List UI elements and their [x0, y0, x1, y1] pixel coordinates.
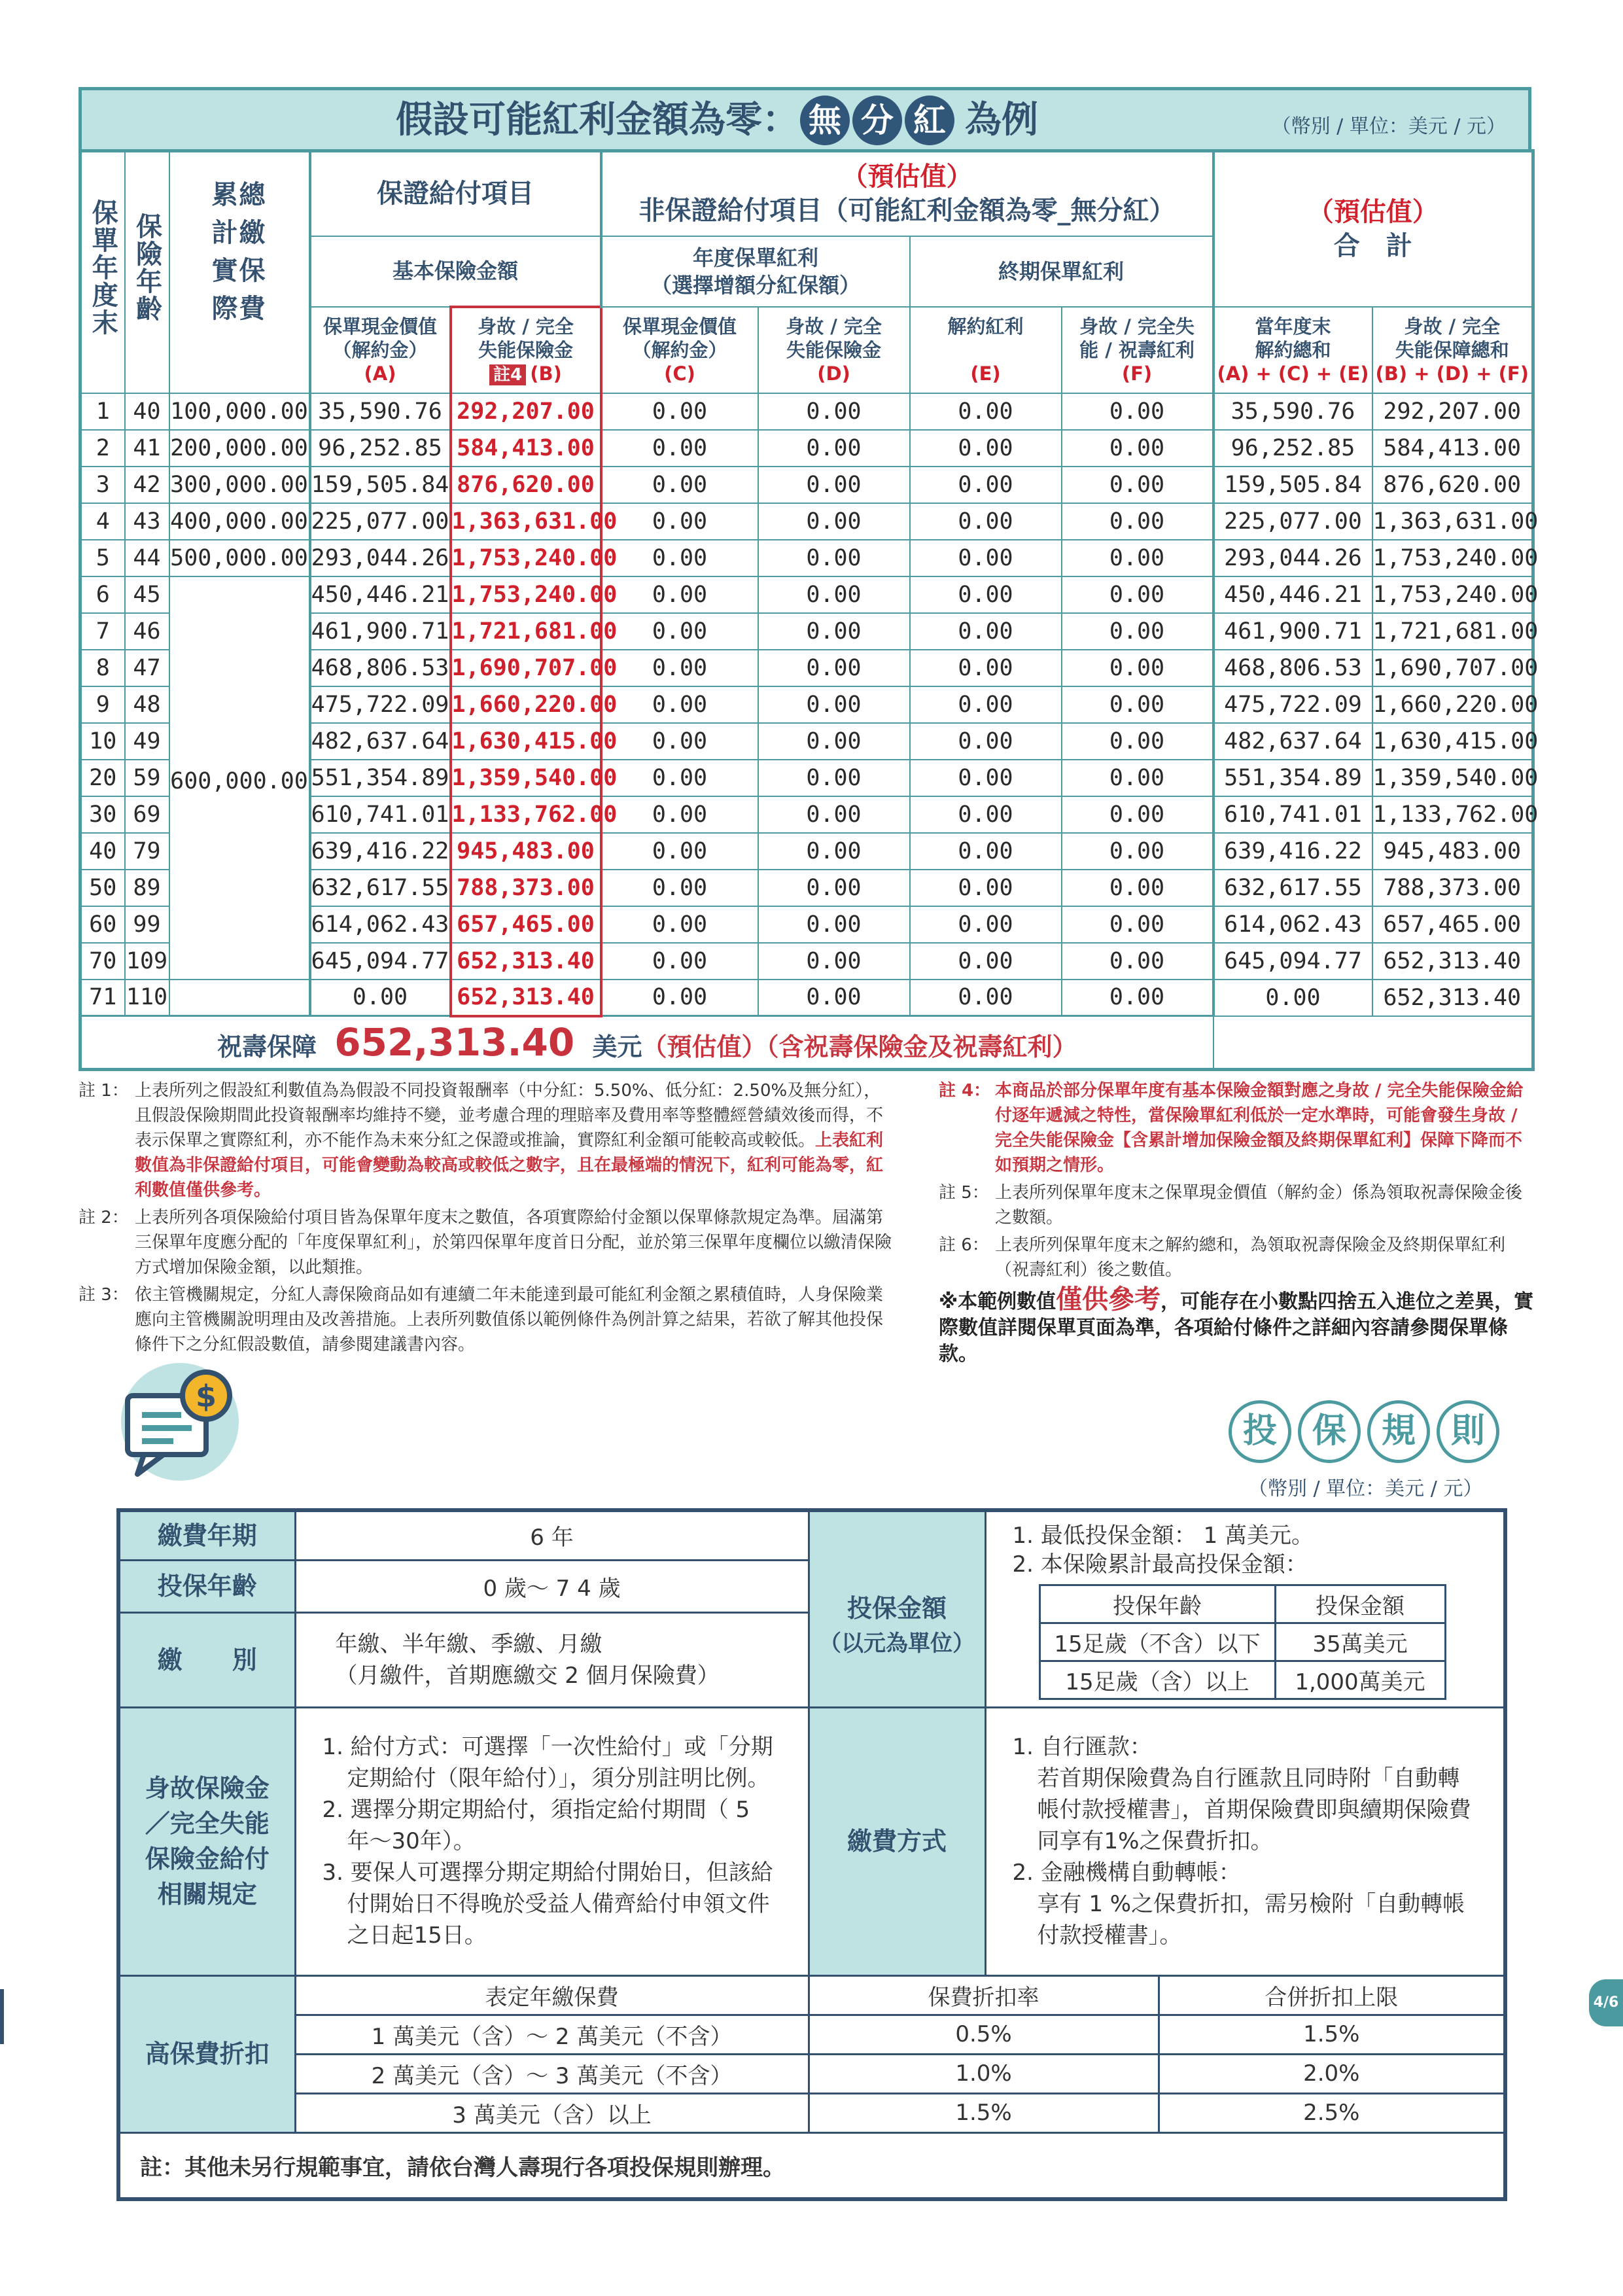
cell-c: 0.00	[601, 393, 758, 430]
cell-c: 0.00	[601, 796, 758, 833]
cell-e: 0.00	[910, 393, 1062, 430]
title-prefix: 假設可能紅利金額為零：	[396, 99, 799, 141]
table-row	[80, 467, 1533, 503]
header-col-g: 當年度末 解約總和 (A) + (C) + (E)	[1213, 307, 1372, 393]
cell-b: 652,313.40	[451, 943, 601, 980]
cell-age: 43	[125, 503, 169, 540]
cell-age: 42	[125, 467, 169, 503]
cell-a: 461,900.71	[310, 613, 451, 650]
cell-e: 0.00	[910, 760, 1062, 796]
cell-e: 0.00	[910, 650, 1062, 686]
header-guaranteed: 保證給付項目	[310, 151, 601, 236]
cell-a: 468,806.53	[310, 650, 451, 686]
cell-a: 614,062.43	[310, 906, 451, 943]
cell-a: 645,094.77	[310, 943, 451, 980]
cell-c: 0.00	[601, 650, 758, 686]
discount-row-rate: 0.5%	[809, 2015, 1159, 2054]
note-1: 註 1： 上表所列之假設紅利數值為為假設不同投資報酬率（中分紅：5.50%、低分紅：2.50%及無分紅），且假設保險期間此投資報酬率均維持不變，並考慮合理的理賠率及費用率等整體經營績效後而得，不表示保單之實際紅利，亦不能作為未來分紅之保證或推論，實際紅利金額可能較高或較低。上表紅利數值為非保證給付項目，可能會變動為較高或較低之數字，且在最極端的情況下，紅利可能為零，紅利數值僅供參考。	[79, 1081, 884, 1200]
discount-label: 高保費折扣	[118, 1975, 295, 2132]
cell-g: 96,252.85	[1213, 430, 1372, 467]
age-label: 投保年齡	[118, 1560, 295, 1612]
table-row	[80, 540, 1533, 576]
cell-h: 657,465.00	[1372, 906, 1533, 943]
cell-e: 0.00	[910, 686, 1062, 723]
cell-c: 0.00	[601, 980, 758, 1016]
cell-d: 0.00	[758, 576, 910, 613]
cell-h: 1,660,220.00	[1372, 686, 1533, 723]
cell-f: 0.00	[1062, 796, 1213, 833]
cell-y: 5	[80, 540, 125, 576]
cell-y: 7	[80, 613, 125, 650]
cell-d: 0.00	[758, 503, 910, 540]
page-number-tab: 4/6	[1589, 1979, 1623, 2026]
discount-header-cap: 合併折扣上限	[1159, 1975, 1505, 2015]
cell-b: 1,690,707.00	[451, 650, 601, 686]
cell-c: 0.00	[601, 613, 758, 650]
cell-g: 482,637.64	[1213, 723, 1372, 760]
cell-g: 225,077.00	[1213, 503, 1372, 540]
total-estimated-tag: （預估值）	[1307, 197, 1439, 228]
grand-amount: 652,313.40	[334, 1020, 575, 1065]
cell-age: 46	[125, 613, 169, 650]
cell-f: 0.00	[1062, 650, 1213, 686]
cell-h: 1,630,415.00	[1372, 723, 1533, 760]
cell-c: 0.00	[601, 870, 758, 906]
discount-header-premium: 表定年繳保費	[295, 1975, 809, 2015]
cell-a: 225,077.00	[310, 503, 451, 540]
cell-b: 1,133,762.00	[451, 796, 601, 833]
cell-c: 0.00	[601, 686, 758, 723]
annual-dividend-sub: （選擇增額分紅保額）	[650, 272, 860, 298]
cell-prem: 600,000.00	[169, 576, 310, 980]
cell-age: 79	[125, 833, 169, 870]
cell-y: 70	[80, 943, 125, 980]
cell-age: 89	[125, 870, 169, 906]
cell-g: 475,722.09	[1213, 686, 1372, 723]
cell-f: 0.00	[1062, 906, 1213, 943]
cell-a: 482,637.64	[310, 723, 451, 760]
title-char-4: 則	[1437, 1400, 1499, 1463]
grand-tail: （預估值）（含祝壽保險金及祝壽紅利）	[642, 1033, 1077, 1062]
cell-f: 0.00	[1062, 467, 1213, 503]
cell-f: 0.00	[1062, 686, 1213, 723]
amount-value: 1. 最低投保金額： 1 萬美元。 2. 本保險累計最高投保金額： 投保年齡 投保金額 15足歲（不含）以下 35萬美元 15足歲（含）以上 1,000萬美元	[985, 1510, 1505, 1707]
table-body	[80, 393, 1539, 1016]
death-benefit-label: 身故保險金／完全失能保險金給付相關規定	[118, 1707, 295, 1975]
cell-g: 468,806.53	[1213, 650, 1372, 686]
cell-y: 10	[80, 723, 125, 760]
cell-g: 293,044.26	[1213, 540, 1372, 576]
cell-b: 652,313.40	[451, 980, 601, 1016]
cell-c: 0.00	[601, 723, 758, 760]
title-char-1: 投	[1229, 1400, 1291, 1463]
header-col-a: 保單現金價值 （解約金） (A)	[310, 307, 451, 393]
cell-b: 292,207.00	[451, 393, 601, 430]
cell-g: 610,741.01	[1213, 796, 1372, 833]
rules-table	[116, 1508, 1507, 2201]
header-col-d: 身故 / 完全 失能保險金 (D)	[758, 307, 910, 393]
cell-d: 0.00	[758, 393, 910, 430]
cell-y: 60	[80, 906, 125, 943]
cell-d: 0.00	[758, 723, 910, 760]
header-terminal-dividend: 終期保單紅利	[910, 236, 1213, 307]
cell-d: 0.00	[758, 430, 910, 467]
cell-g: 551,354.89	[1213, 760, 1372, 796]
reference-note: ※本範例數值僅供參考，可能存在小數點四捨五入進位之差異，實際數值詳閱保單頁面為準，各項給付條件之詳細內容請參閱保單條款。	[939, 1284, 1534, 1366]
table-row	[80, 393, 1533, 430]
cell-b: 788,373.00	[451, 870, 601, 906]
discount-row-premium: 3 萬美元（含）以上	[295, 2093, 809, 2132]
cell-b: 1,359,540.00	[451, 760, 601, 796]
cell-b: 945,483.00	[451, 833, 601, 870]
document-dollar-icon	[108, 1360, 252, 1484]
cell-f: 0.00	[1062, 760, 1213, 796]
cell-e: 0.00	[910, 833, 1062, 870]
cell-f: 0.00	[1062, 870, 1213, 906]
header-col-b: 身故 / 完全 失能保險金 註4 (B)	[451, 307, 601, 393]
table-title	[396, 94, 1038, 147]
grand-label: 祝壽保障	[217, 1033, 317, 1062]
death-benefit-value: 1. 給付方式：可選擇「一次性給付」或「分期定期給付（限年給付）」，須分別註明比例。 2. 選擇分期定期給付，須指定給付期間（ 5 年～30年）。 3. 要保人可選擇分期定期給付開始日，但該給付開始日不得晚於受益人備齊給付申領文件之日起15日。	[295, 1707, 809, 1975]
cell-h: 584,413.00	[1372, 430, 1533, 467]
grand-total-cell	[80, 1016, 1213, 1070]
cell-h: 788,373.00	[1372, 870, 1533, 906]
cell-c: 0.00	[601, 540, 758, 576]
cell-g: 461,900.71	[1213, 613, 1372, 650]
cell-d: 0.00	[758, 796, 910, 833]
note-6: 註 6： 上表所列保單年度末之解約總和，為領取祝壽保險金及終期保單紅利（祝壽紅利）後之數值。	[939, 1235, 1506, 1280]
cell-g: 0.00	[1213, 980, 1372, 1016]
cell-h: 1,753,240.00	[1372, 540, 1533, 576]
cell-c: 0.00	[601, 906, 758, 943]
title-badge-fen: 分	[852, 96, 902, 145]
cell-c: 0.00	[601, 430, 758, 467]
cell-y: 2	[80, 430, 125, 467]
cell-c: 0.00	[601, 576, 758, 613]
cell-d: 0.00	[758, 613, 910, 650]
cell-h: 945,483.00	[1372, 833, 1533, 870]
title-char-2: 保	[1298, 1400, 1361, 1463]
note-3: 註 3： 依主管機關規定，分紅人壽保險商品如有連續二年未能達到最可能紅利金額之累積值時，人身保險業應向主管機關說明理由及改善措施。上表所列數值係以範例條件為例計算之結果，若欲了解其他投保條件下之分紅假設數值，請參閱建議書內容。	[79, 1285, 884, 1354]
rules-section-title	[1229, 1400, 1506, 1466]
page-edge-mark	[0, 1989, 4, 2044]
cell-f: 0.00	[1062, 833, 1213, 870]
cell-h: 1,359,540.00	[1372, 760, 1533, 796]
svg-text:$: $	[195, 1379, 217, 1414]
cell-f: 0.00	[1062, 613, 1213, 650]
currency-unit: （幣別 / 單位：美元 / 元）	[1271, 115, 1506, 138]
header-col-e: 解約紅利 (E)	[910, 307, 1062, 393]
cell-prem: 200,000.00	[169, 430, 310, 467]
cell-e: 0.00	[910, 430, 1062, 467]
cell-h: 1,363,631.00	[1372, 503, 1533, 540]
cell-d: 0.00	[758, 686, 910, 723]
cell-b: 584,413.00	[451, 430, 601, 467]
cell-g: 639,416.22	[1213, 833, 1372, 870]
cell-g: 159,505.84	[1213, 467, 1372, 503]
cell-f: 0.00	[1062, 943, 1213, 980]
cell-f: 0.00	[1062, 430, 1213, 467]
table-title-banner	[79, 87, 1531, 152]
payment-method-label: 繳費方式	[809, 1707, 985, 1975]
cell-b: 1,630,415.00	[451, 723, 601, 760]
header-basic-amount: 基本保險金額	[310, 236, 601, 307]
cell-h: 652,313.40	[1372, 980, 1533, 1016]
cell-d: 0.00	[758, 540, 910, 576]
header-policy-year: 保單年度末	[80, 151, 125, 393]
cell-prem-empty	[169, 980, 310, 1016]
header-total	[1213, 151, 1533, 307]
cell-age: 49	[125, 723, 169, 760]
mode-label: 繳 別	[118, 1612, 295, 1707]
title-badge-hong: 紅	[905, 96, 954, 145]
cell-prem: 500,000.00	[169, 540, 310, 576]
discount-row-cap: 1.5%	[1159, 2015, 1505, 2054]
header-premium: 累總計繳實保際費	[169, 151, 310, 393]
cell-a: 610,741.01	[310, 796, 451, 833]
cell-age: 44	[125, 540, 169, 576]
cell-b: 1,660,220.00	[451, 686, 601, 723]
cell-h: 1,690,707.00	[1372, 650, 1533, 686]
amount-label: 投保金額 （以元為單位）	[809, 1510, 985, 1707]
cell-e: 0.00	[910, 870, 1062, 906]
cell-age: 47	[125, 650, 169, 686]
title-suffix: 為例	[965, 99, 1038, 141]
cell-b: 657,465.00	[451, 906, 601, 943]
table-row	[80, 430, 1533, 467]
header-col-c: 保單現金價值 （解約金） (C)	[601, 307, 758, 393]
note-4: 註 4： 本商品於部分保單年度有基本保險金額對應之身故 / 完全失能保險金給付逐年遞減之特性，當保險單紅利低於一定水準時，可能會發生身故 / 完全失能保險金【含累計增加保險金額及終期保單紅利】保障下降而不如預期之情形。	[939, 1081, 1524, 1175]
note-5: 註 5： 上表所列保單年度末之保單現金價值（解約金）係為領取祝壽保險金後之數額。	[939, 1183, 1523, 1227]
cell-y: 4	[80, 503, 125, 540]
title-char-3: 規	[1367, 1400, 1430, 1463]
mode-value: 年繳、半年繳、季繳、月繳 （月繳件，首期應繳交 2 個月保險費）	[295, 1612, 809, 1707]
notes-right	[939, 1078, 1534, 1368]
cell-b: 876,620.00	[451, 467, 601, 503]
header-col-f: 身故 / 完全失 能 / 祝壽紅利 (F)	[1062, 307, 1213, 393]
cell-age: 48	[125, 686, 169, 723]
cell-f: 0.00	[1062, 393, 1213, 430]
cell-age: 99	[125, 906, 169, 943]
cell-a: 551,354.89	[310, 760, 451, 796]
cell-a: 632,617.55	[310, 870, 451, 906]
cell-h: 876,620.00	[1372, 467, 1533, 503]
cell-h: 652,313.40	[1372, 943, 1533, 980]
cell-d: 0.00	[758, 833, 910, 870]
discount-row-rate: 1.0%	[809, 2054, 1159, 2093]
cell-a: 96,252.85	[310, 430, 451, 467]
cell-a: 450,446.21	[310, 576, 451, 613]
cell-d: 0.00	[758, 650, 910, 686]
cell-y: 9	[80, 686, 125, 723]
cell-y: 20	[80, 760, 125, 796]
cell-a: 639,416.22	[310, 833, 451, 870]
table-row	[80, 576, 1533, 613]
cell-age: 45	[125, 576, 169, 613]
cell-b: 1,721,681.00	[451, 613, 601, 650]
age-value: 0 歲～ 7 4 歲	[295, 1560, 809, 1612]
cell-e: 0.00	[910, 467, 1062, 503]
cell-y: 30	[80, 796, 125, 833]
cell-e: 0.00	[910, 576, 1062, 613]
cell-e: 0.00	[910, 906, 1062, 943]
cell-prem: 100,000.00	[169, 393, 310, 430]
cell-g: 35,590.76	[1213, 393, 1372, 430]
discount-row-premium: 1 萬美元（含）～ 2 萬美元（不含）	[295, 2015, 809, 2054]
note4-badge: 註4	[489, 364, 526, 385]
cell-f: 0.00	[1062, 503, 1213, 540]
cell-g: 632,617.55	[1213, 870, 1372, 906]
cell-y: 1	[80, 393, 125, 430]
cell-prem: 300,000.00	[169, 467, 310, 503]
cell-y: 8	[80, 650, 125, 686]
benefit-table	[79, 149, 1539, 1071]
discount-row-rate: 1.5%	[809, 2093, 1159, 2132]
cell-y: 71	[80, 980, 125, 1016]
cell-age: 59	[125, 760, 169, 796]
cell-d: 0.00	[758, 760, 910, 796]
cell-f: 0.00	[1062, 576, 1213, 613]
cell-f: 0.00	[1062, 723, 1213, 760]
cell-y: 3	[80, 467, 125, 503]
pay-years-label: 繳費年期	[118, 1510, 295, 1560]
grand-currency: 美元	[592, 1033, 642, 1062]
grand-total-text	[217, 1020, 1077, 1065]
cell-y: 50	[80, 870, 125, 906]
payment-method-value: 1. 自行匯款： 若首期保險費為自行匯款且同時附「自動轉帳付款授權書」，首期保險費即與續期保險費同享有1%之保費折扣。 2. 金融機構自動轉帳： 享有 1 %之保費折扣，需另檢附「自動轉帳付款授權書」。	[985, 1707, 1505, 1975]
header-non-guaranteed	[601, 151, 1213, 236]
cell-a: 293,044.26	[310, 540, 451, 576]
cell-g: 450,446.21	[1213, 576, 1372, 613]
cell-h: 292,207.00	[1372, 393, 1533, 430]
cell-f: 0.00	[1062, 540, 1213, 576]
pay-years-value: 6 年	[295, 1510, 809, 1560]
cell-a: 475,722.09	[310, 686, 451, 723]
cell-g: 614,062.43	[1213, 906, 1372, 943]
cell-f: 0.00	[1062, 980, 1213, 1016]
cell-c: 0.00	[601, 503, 758, 540]
title-badge-wu: 無	[800, 96, 850, 145]
cell-d: 0.00	[758, 906, 910, 943]
cell-h: 1,133,762.00	[1372, 796, 1533, 833]
cell-d: 0.00	[758, 467, 910, 503]
cell-age: 40	[125, 393, 169, 430]
table-row	[80, 980, 1533, 1016]
cell-e: 0.00	[910, 943, 1062, 980]
cell-e: 0.00	[910, 503, 1062, 540]
cell-c: 0.00	[601, 943, 758, 980]
cell-e: 0.00	[910, 980, 1062, 1016]
cell-d: 0.00	[758, 870, 910, 906]
cell-e: 0.00	[910, 723, 1062, 760]
cell-h: 1,721,681.00	[1372, 613, 1533, 650]
cell-d: 0.00	[758, 943, 910, 980]
non-guaranteed-title: 非保證給付項目（可能紅利金額為零_無分紅）	[638, 196, 1176, 226]
cell-e: 0.00	[910, 613, 1062, 650]
cell-age: 110	[125, 980, 169, 1016]
rules-currency-unit: （幣別 / 單位：美元 / 元）	[1248, 1477, 1483, 1500]
cell-a: 0.00	[310, 980, 451, 1016]
discount-header-rate: 保費折扣率	[809, 1975, 1159, 2015]
cell-b: 1,753,240.00	[451, 576, 601, 613]
annual-dividend-label: 年度保單紅利	[692, 245, 818, 270]
cell-a: 159,505.84	[310, 467, 451, 503]
discount-row-premium: 2 萬美元（含）～ 3 萬美元（不含）	[295, 2054, 809, 2093]
cell-e: 0.00	[910, 796, 1062, 833]
cell-y: 6	[80, 576, 125, 613]
discount-row-cap: 2.5%	[1159, 2093, 1505, 2132]
total-title: 合 計	[1333, 231, 1412, 262]
grand-total-row	[80, 1016, 1533, 1070]
cell-age: 69	[125, 796, 169, 833]
cell-y: 40	[80, 833, 125, 870]
cell-g: 645,094.77	[1213, 943, 1372, 980]
amount-subtable: 投保年齡 投保金額 15足歲（不含）以下 35萬美元 15足歲（含）以上 1,000萬美元	[1039, 1584, 1446, 1700]
cell-h: 1,753,240.00	[1372, 576, 1533, 613]
estimated-tag: （預估值）	[841, 162, 973, 192]
cell-a: 35,590.76	[310, 393, 451, 430]
header-annual-dividend	[601, 236, 910, 307]
discount-row-cap: 2.0%	[1159, 2054, 1505, 2093]
cell-age: 41	[125, 430, 169, 467]
cell-prem: 400,000.00	[169, 503, 310, 540]
table-row	[80, 503, 1533, 540]
cell-e: 0.00	[910, 540, 1062, 576]
rules-footnote: 註：其他未另行規範事宜，請依台灣人壽現行各項投保規則辦理。	[118, 2132, 1505, 2199]
cell-c: 0.00	[601, 760, 758, 796]
header-col-h: 身故 / 完全 失能保障總和 (B) + (D) + (F)	[1372, 307, 1533, 393]
cell-age: 109	[125, 943, 169, 980]
cell-b: 1,363,631.00	[451, 503, 601, 540]
header-age: 保險年齡	[125, 151, 169, 393]
cell-b: 1,753,240.00	[451, 540, 601, 576]
cell-c: 0.00	[601, 833, 758, 870]
cell-c: 0.00	[601, 467, 758, 503]
cell-d: 0.00	[758, 980, 910, 1016]
notes-left	[79, 1078, 896, 1360]
note-2: 註 2： 上表所列各項保險給付項目皆為保單年度末之數值，各項實際給付金額以保單條款規定為準。屆滿第三保單年度應分配的「年度保單紅利」，於第四保單年度首日分配，並於第三保單年度欄位以繳清保險方式增加保險金額，以此類推。	[79, 1208, 892, 1277]
